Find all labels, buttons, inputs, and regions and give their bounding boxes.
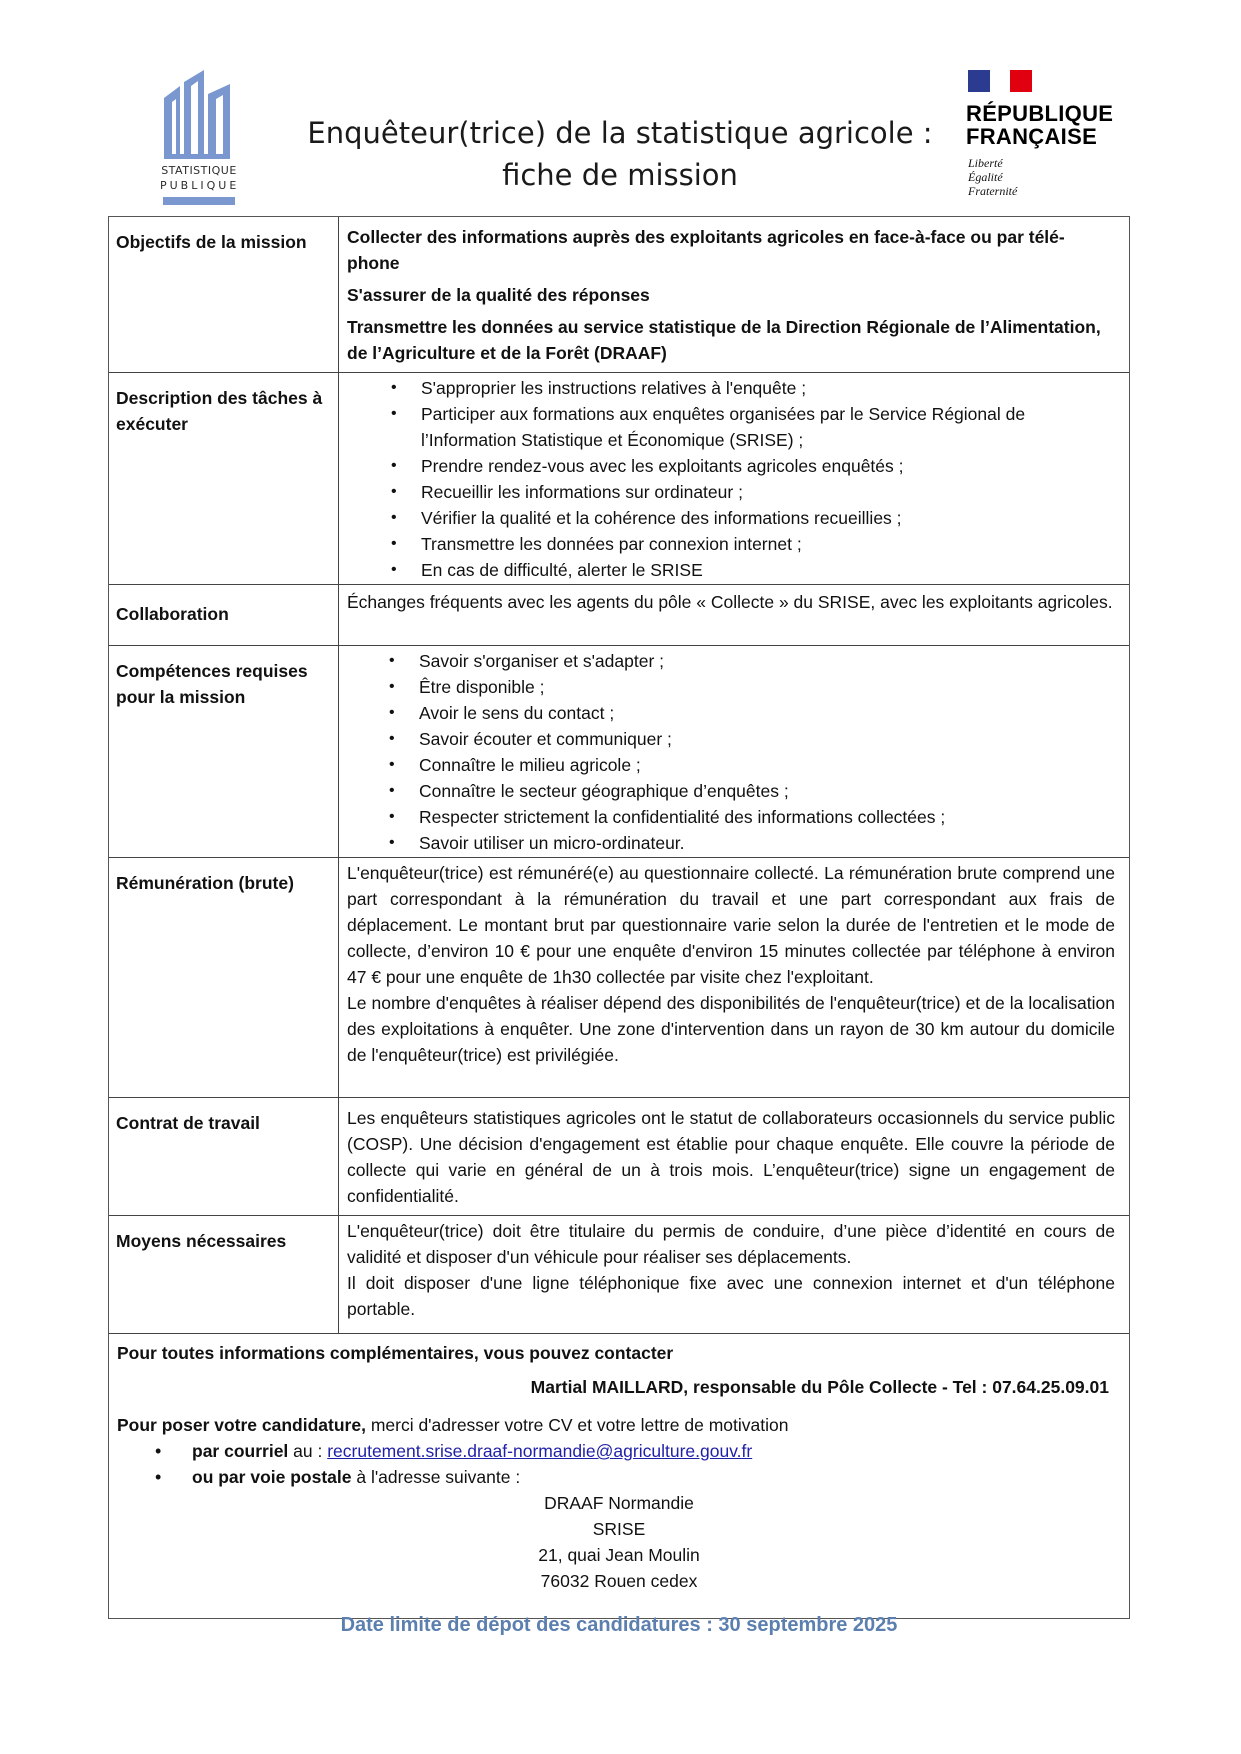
application-deadline: Date limite de dépot des candidatures : 30 septembre 2025 xyxy=(340,1614,898,1636)
post-rest: à l'adresse suivante : xyxy=(351,1467,521,1487)
means-paragraph-2: Il doit disposer d'une ligne téléphonique fixe avec une connexion internet et d'un téléphone portable. xyxy=(347,1273,1115,1319)
row-label: Description des tâches à exécuter xyxy=(109,373,339,585)
list-item: • Prendre rendez-vous avec les exploitants agricoles enquêtés ; xyxy=(391,453,1115,479)
list-item: • S'approprier les instructions relatives à l'enquête ; xyxy=(391,375,1115,401)
row-objectives xyxy=(109,217,1129,373)
email-label: par courriel xyxy=(192,1441,289,1461)
republique-francaise-logo xyxy=(962,70,1132,198)
email-prefix: au : xyxy=(288,1441,328,1461)
logo-text-statistique: STATISTIQUE xyxy=(161,164,237,177)
list-item: • Respecter strictement la confidentialité des informations collectées ; xyxy=(389,804,1115,830)
row-means xyxy=(109,1216,1129,1334)
statistique-publique-logo xyxy=(160,68,238,208)
list-item: • Transmettre les données par connexion internet ; xyxy=(391,531,1115,557)
row-value: Échanges fréquents avec les agents du pôle « Collecte » du SRISE, avec les exploitants agricoles. xyxy=(339,585,1130,646)
list-item: • Être disponible ; xyxy=(389,674,1115,700)
contact-intro: Pour toutes informations complémentaires, vous pouvez contacter xyxy=(117,1343,674,1363)
row-tasks xyxy=(109,373,1129,585)
means-paragraph-1: L'enquêteur(trice) doit être titulaire du permis de conduire, d’une pièce d’identité en cours de validité et disposer d'un véhicule pour réaliser ses déplacements. xyxy=(347,1221,1115,1267)
building-logo-icon xyxy=(160,68,238,163)
republique-motto xyxy=(968,156,1132,198)
title-line-1: Enquêteur(trice) de la statistique agricole : xyxy=(307,116,933,150)
contact-person: Martial MAILLARD, responsable du Pôle Collecte - Tel : 07.64.25.09.01 xyxy=(530,1377,1109,1397)
apply-by-post xyxy=(155,1464,1121,1490)
apply-rest: merci d'adresser votre CV et votre lettre de motivation xyxy=(365,1415,789,1435)
page-title xyxy=(300,112,940,196)
objective-item: Transmettre les données au service statistique de la Direction Régionale de l’Alimentation, de l’Agriculture et de la Forêt (DRAAF) xyxy=(347,317,1101,363)
skills-list xyxy=(347,648,1115,856)
row-label: Compétences requises pour la mission xyxy=(109,646,339,858)
objective-item: Collecter des informations auprès des exploitants agricoles en face-à-face ou par télé-phone xyxy=(347,227,1065,273)
list-item: • Vérifier la qualité et la cohérence des informations recueillies ; xyxy=(391,505,1115,531)
motto-fraternite: Fraternité xyxy=(968,184,1018,198)
address-line: DRAAF Normandie xyxy=(544,1493,694,1513)
tasks-list xyxy=(347,375,1115,583)
mission-sheet xyxy=(108,216,1130,1636)
motto-egalite: Égalité xyxy=(968,170,1003,184)
row-value: Les enquêteurs statistiques agricoles ont le statut de collaborateurs occasionnels du service public (COSP). Une décision d'engagement est établie pour chaque enquête. Elle couvre la période de collecte qui varie en général de un à trois mois. L’enquêteur(trice) signe un engagement de confidentialité. xyxy=(339,1098,1130,1216)
row-label: Moyens nécessaires xyxy=(109,1216,339,1334)
row-label: Rémunération (brute) xyxy=(109,858,339,1098)
list-item: • Avoir le sens du contact ; xyxy=(389,700,1115,726)
apply-instructions xyxy=(117,1412,1121,1438)
address-line: 21, quai Jean Moulin xyxy=(538,1545,700,1565)
pay-paragraph-2: Le nombre d'enquêtes à réaliser dépend des disponibilités de l'enquêteur(trice) et de la localisation des exploitations à enquêter. Une zone d'intervention dans un rayon de 30 km autour du domicile de l'enquêteur(trice) est privilégiée. xyxy=(347,993,1115,1065)
list-item: • Savoir s'organiser et s'adapter ; xyxy=(389,648,1115,674)
contact-section xyxy=(109,1334,1129,1644)
list-item: • En cas de difficulté, alerter le SRISE xyxy=(391,557,1115,583)
row-value xyxy=(339,217,1130,373)
postal-address xyxy=(117,1490,1121,1594)
apply-methods-list xyxy=(117,1438,1121,1490)
apply-by-email xyxy=(155,1438,1121,1464)
logo-text-publique: PUBLIQUE xyxy=(160,179,240,192)
list-item: • Connaître le secteur géographique d’enquêtes ; xyxy=(389,778,1115,804)
title-line-2: fiche de mission xyxy=(502,158,738,192)
row-skills xyxy=(109,646,1129,858)
list-item: • Savoir utiliser un micro-ordinateur. xyxy=(389,830,1115,856)
apply-bold: Pour poser votre candidature, xyxy=(117,1415,366,1435)
mission-table xyxy=(109,217,1129,1334)
row-contract xyxy=(109,1098,1129,1216)
row-label: Objectifs de la mission xyxy=(109,217,339,373)
republique-line-1: RÉPUBLIQUE xyxy=(966,101,1114,126)
row-collaboration xyxy=(109,585,1129,646)
row-value xyxy=(339,1216,1130,1334)
marianne-flag-icon xyxy=(968,70,1032,92)
pay-paragraph-1: L'enquêteur(trice) est rémunéré(e) au questionnaire collecté. La rémunération brute comprend une part correspondant à la rémunération du travail et une part correspondant aux frais de déplacement. Le montant brut par questionnaire varie selon la durée de l'entretien et le mode de collecte, d’environ 10 € pour une enquête d'environ 15 minutes collectée par téléphone à environ 47 € pour une enquête de 1h30 collectée par visite chez l'exploitant. xyxy=(347,863,1115,987)
address-line: 76032 Rouen cedex xyxy=(540,1571,698,1591)
row-value xyxy=(339,646,1130,858)
logo-underline xyxy=(163,197,235,205)
list-item: • Savoir écouter et communiquer ; xyxy=(389,726,1115,752)
motto-liberte: Liberté xyxy=(968,156,1003,170)
republique-line-2: FRANÇAISE xyxy=(966,124,1098,149)
list-item: • Participer aux formations aux enquêtes organisées par le Service Régional de l’Information Statistique et Économique (SRISE) ; xyxy=(391,401,1115,453)
republique-name xyxy=(966,102,1132,148)
row-pay xyxy=(109,858,1129,1098)
row-value xyxy=(339,858,1130,1098)
list-item: • Connaître le milieu agricole ; xyxy=(389,752,1115,778)
list-item: • Recueillir les informations sur ordinateur ; xyxy=(391,479,1115,505)
row-label: Collaboration xyxy=(109,585,339,646)
email-link[interactable]: recrutement.srise.draaf-normandie@agriculture.gouv.fr xyxy=(327,1441,753,1461)
row-label: Contrat de travail xyxy=(109,1098,339,1216)
row-value xyxy=(339,373,1130,585)
objective-item: S'assurer de la qualité des réponses xyxy=(347,285,650,305)
post-label: ou par voie postale xyxy=(192,1467,352,1487)
address-line: SRISE xyxy=(592,1519,646,1539)
